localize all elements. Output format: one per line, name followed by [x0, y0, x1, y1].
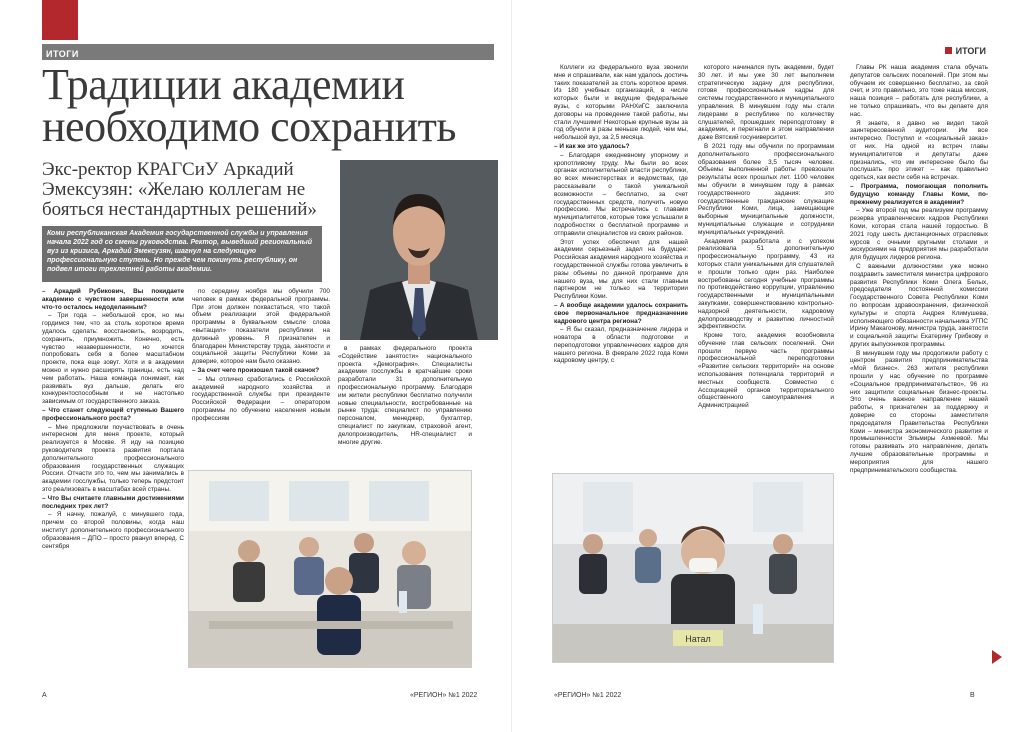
audience-photo-right [552, 473, 834, 663]
section-label-right [945, 46, 986, 56]
article-paragraph: – Мы отлично сработались с Российской академией народного хозяйства и государственной службы при президенте Российской Федерации – оператором программы по обучению населения новым профессиям [192, 375, 330, 422]
article-paragraph: по середину ноября мы обучили 700 человек в рамках федеральной программы. При этом должен похвастаться, что такой объем реализации этой федеральной программы в буквальном смысле слова «вытащил» показатели республики на должный уровень. Я признателен и благодарен Министерству труда, занятости и социальной защиты Республики Коми за доверие, которое нам было оказано. [192, 288, 330, 366]
article-paragraph: С важными должностями уже можно поздравить заместителя министра цифрового развития Республики Коми Олега Белых, председателя постоянной комиссии Государственного Совета Республики Коми по вопросам здравоохранения, физической культуры и спорта Андрея Климушева, исполняющего обязанности начальника УГПС Ирину Макагонову, министра труда, занятости и социальной защиты Екатерину Грибкову и других выпускников программы. [850, 262, 988, 348]
article-paragraph: Академия разработала и с успехом реализовала 51 дополнительную профессиональную программу, 43 из которых стали уникальными для слушателей и прошли только один раз. Наиболее востребованы сегодня учебные программы по противодействию коррупции, управлению государственными и муниципальными закупками, совершенствованию контрольно-надзорной деятельности, кадровому делопроизводству и развитию личностной эффективности. [698, 237, 834, 331]
article-paragraph: в рамках федерального проекта «Содействие занятости» национального проекта «Демография». Специалисты академии госслужбы в кратчайшие сроки разработали 31 дополнительную профессиональную программу. Благодаря им жители республики бесплатно получили новые специальности, востребованные на рынке труда: специалист по управлению персоналом, менеджер, бухгалтер, специалист по закупкам, страховой агент, делопроизводитель, HR-специалист и многие другие. [338, 345, 472, 446]
section-square-icon [945, 47, 952, 54]
article-paragraph: Главы РК наша академия стала обучать депутатов сельских поселений. При этом мы обучаем их совершенно бесплатно, за свой счет, и это правильно, это тоже наша миссия, наша позиция – работать для республики, а не только спрашивать, что вы делаете для нас. [850, 64, 988, 118]
interview-question: – Аркадий Рубикович, Вы покидаете академию с чувством завершенности или что-то осталось недоделанным? [42, 288, 184, 311]
audience-illustration [189, 471, 472, 668]
article-paragraph: Я знаете, я давно не видел такой заинтересованной аудитории. Им все интересно. Поступил и «социальный заказ» от них. На одной из встреч главы муниципалитетов и депутаты даже признались, что им интереснее было бы послушать про этикет – как правильно одеться, как вести себя на встречах. [850, 119, 988, 182]
article-paragraph: которого начинался путь академии, будет 30 лет. И мы уже 30 лет выполняем стратегическую задачу для республики, готовя профессиональные кадры для системы государственного и муниципального управления. В минувшем году мы стали лидерами в республике по количеству слушателей, прошедших переподготовку в академии, и перегнали в этом направлении даже Вятский госуниверситет. [698, 64, 834, 142]
portrait-illustration [340, 160, 498, 340]
lead-paragraph: Коми республиканская Академия государственной службы и управления начала 2022 год со смены руководства. Ректор, выведший региональный вуз из кризиса, Аркадий Эмексузян, шагнул на следующую профессиональную ступень. Но прежде чем покинуть республику, он подвел итоги трехлетней работы академии. [42, 226, 322, 282]
magazine-title-right: «РЕГИОН» №1 2022 [554, 692, 622, 699]
audience-mask-illustration [553, 474, 834, 663]
column-2 [192, 288, 330, 466]
page-number-left: А [42, 692, 47, 699]
interview-question: – И как же это удалось? [554, 142, 630, 150]
section-label-right-text: ИТОГИ [955, 46, 986, 56]
article-paragraph: – Уже второй год мы реализуем программу резерва управленческих кадров Республики Коми, которая стала нашей гордостью. В 2021 году шесть дистанционных отраслевых курсов с очными кругными столами и экскурсиями на предприятия мы разработали для будущих лидеров региона. [850, 207, 988, 262]
name-badge-text: Натал [685, 634, 711, 644]
article-paragraph: – Благодаря ежедневному упорному и кропотливому труду. Мы были во всех органах исполнительной власти республики, во всех министерствах и ведомствах, где рассказывали о такой уникальной возможности – бесплатно, за счет государственных средств, получить новую профессию. Мы встречались с главами муниципалитетов, которые тоже услышали в подробностях о бесплатной программе и отправили специалистов из своих районов. [554, 151, 688, 237]
interview-question: – Что станет следующей ступенью Вашего профессионального роста? [42, 406, 184, 422]
article-paragraph: – Я начну, пожалуй, с минувшего года, причем со второй половины, когда наш институт дополнительного профессионального образования – ДПО – просто рванул вперед. С сентября [42, 511, 184, 550]
interview-question: – Программа, помогающая пополнить будущую команду Главы Коми, по-прежнему реализуется в академии? [850, 182, 988, 206]
portrait-photo [340, 160, 498, 340]
page-number-right: В [970, 692, 975, 699]
magazine-title-left: «РЕГИОН» №1 2022 [410, 692, 478, 699]
column-1 [42, 288, 184, 668]
section-bar [42, 44, 494, 60]
subheadline: Экс-ректор КРАГСиУ Аркадий Эмексузян: «Желаю коллегам не бояться нестандартных решений» [42, 159, 317, 220]
red-tab-decoration [42, 0, 78, 40]
article-paragraph: В минувшем году мы продолжили работу с центром развития предпринимательства «Мой бизнес». 263 жителя республики прошли у нас обучение по программе «Социальное предпринимательство», 96 из них защитили социальные бизнес-проекты. Это очень важное направление нашей работы, я признателен за поддержку и доверие со стороны заместителя председателя Правительства Республики Коми – министра экономического развития и промышленности Эльмиры Ахмеевой. Мы готовы развивать это направление, делать лучшие образовательные программы и мероприятия для нашего предпринимательского сообщества. [850, 349, 988, 474]
column-6 [850, 64, 988, 668]
article-paragraph: Этот успех обеспечил для нашей академии серьезный задел на будущее: Российская академия народного хозяйства и государственной службы готова увеличить в разы объемы по данной программе для нашего вуза, мы для них стали главным партнером не только на территории Республики Коми. [554, 238, 688, 301]
column-3 [338, 345, 472, 465]
article-paragraph: Коллеги из федерального вуза звонили мне и спрашивали, как нам удалось достичь таких показателей за столь короткое время. Из 180 учебных организаций, в числе которых были и ведущие федеральные вузы, с которыми РАНХиГС заключила договоры на проведение такой работы, мы стали лучшими! Некоторые крупные вузы за год обучили в разы меньше людей, чем мы, небольшой вуз, за 2,5 месяца. [554, 64, 688, 142]
interview-question: – Что Вы считаете главными достижениями последних трех лет? [42, 494, 184, 510]
headline: Традиции академии необходимо сохранить [42, 60, 456, 151]
article-paragraph: – Три года – небольшой срок, но мы гордимся тем, что за столь короткое время удалось сделать: восстановить, возродить, сохранить, приумножить. Конечно, есть чувство незавершенности, но хочется попробовать себя в более масштабном проекте, пока еще зовут. Хотя и в академии можно и нужно расширять границы, есть над чем работать. Наша команда понимает, как развивать вуз дальше, делать его конкурентоспособным и не настолько зависимым от государственного заказа. [42, 312, 184, 406]
interview-question: – За счет чего произошел такой скачок? [192, 366, 320, 374]
column-5 [698, 64, 834, 468]
article-paragraph: В 2021 году мы обучили по программам дополнительного профессионального образования более 3,5 тысяч человек. Объемы выполненной работы превзошли результаты всех прошлых лет. 1100 человек мы обучили в минувшем году в рамках государственного задания: это государственные гражданские служащие Республики Коми, лица, замещающие выборные муниципальные должности, муниципальные служащие и сотрудники муниципальных учреждений. [698, 142, 834, 236]
interview-question: – А вообще академии удалось сохранить свое первоначальное предназначение кадрового центра региона? [554, 301, 688, 325]
audience-photo-left [188, 470, 472, 668]
article-paragraph: Кроме того, академия возобновила обучение глав сельских поселений. Они прошли первую часть программы профессиональной переподготовки «Развитие сельских территорий» на основе использования потенциала территорий и местных сообществ. Совместно с Ассоциацией органов территориального общественного самоуправления и Администрацией [698, 332, 834, 410]
column-4 [554, 64, 688, 468]
next-arrow-icon[interactable] [992, 650, 1002, 664]
article-paragraph: – Мне предложили поучаствовать в очень интересном для меня проекте, который реализуется в Москве. Я иду на позицию руководителя проекта развития портала дополнительного профессионального образования государственных служащих России. Отчасти это то, чем мы занимались в академии госслужбы, только теперь предстоит это реализовать в масштабах всей страны. [42, 423, 184, 493]
section-label: ИТОГИ [46, 49, 79, 59]
article-paragraph: – Я бы сказал, предназначение лидера и новатора в области подготовки и переподготовки управленческих кадров для нашего региона. В феврале 2022 года Коми кадровому центру, с [554, 326, 688, 365]
right-page [512, 0, 1024, 732]
